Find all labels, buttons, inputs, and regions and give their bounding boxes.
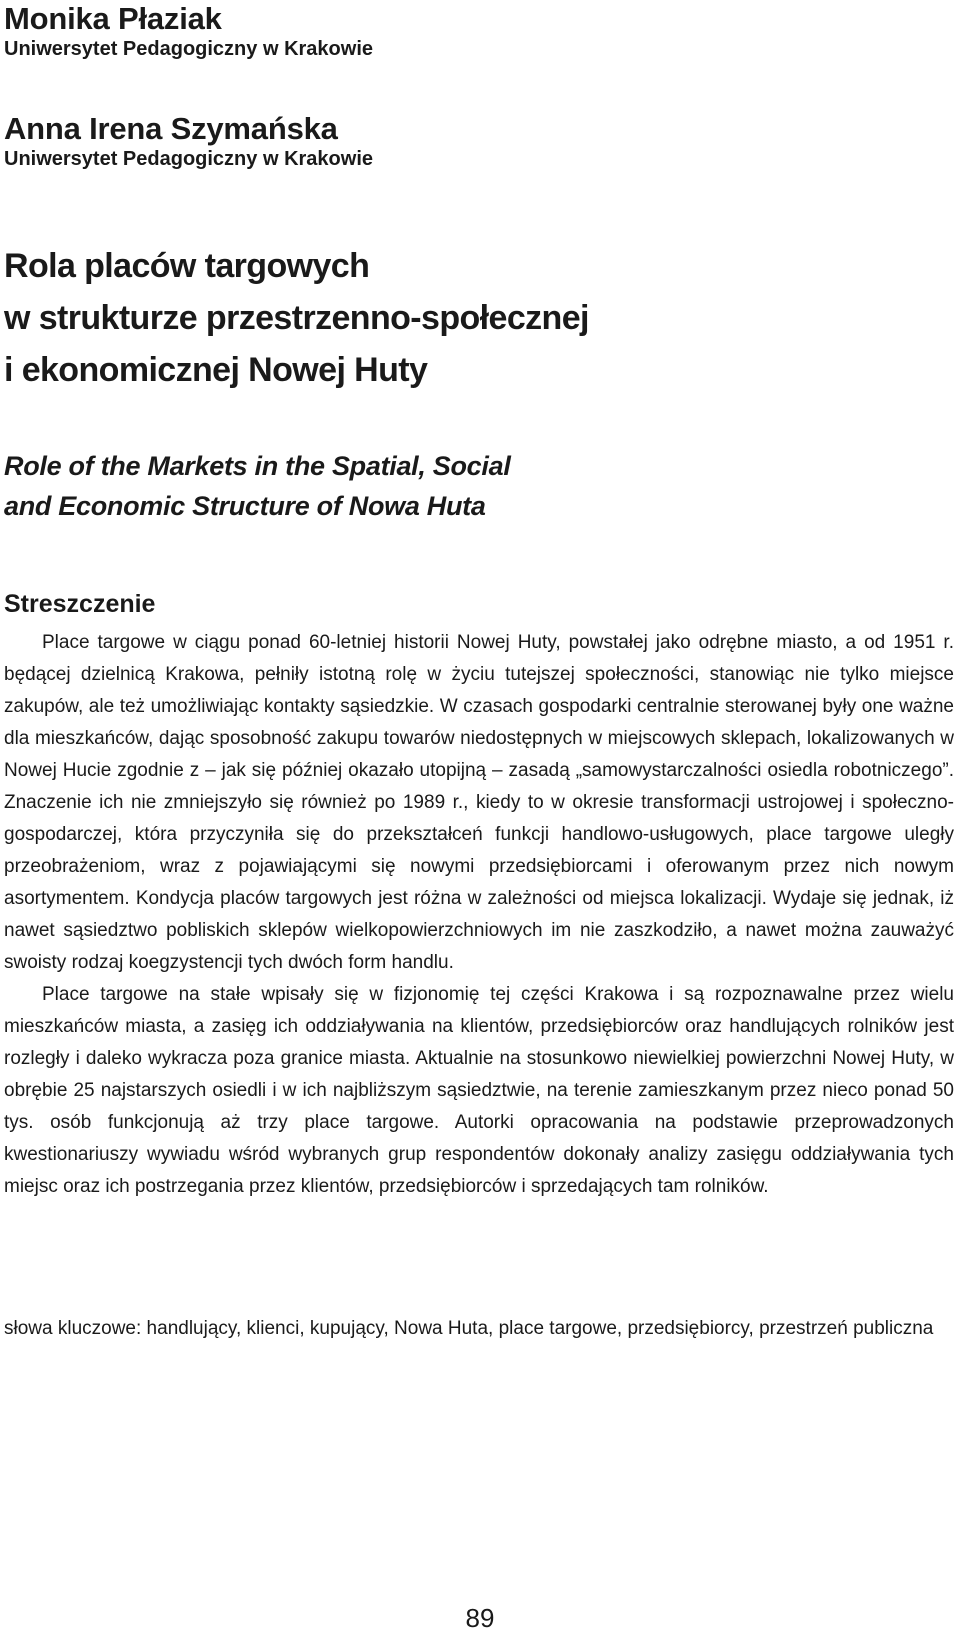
title-line: Role of the Markets in the Spatial, Social: [4, 451, 511, 481]
keywords: słowa kluczowe: handlujący, klienci, kupujący, Nowa Huta, place targowe, przedsiębiorcy, przestrzeń publiczna: [4, 1318, 934, 1339]
article-title-polish: [4, 240, 589, 396]
author-name: Monika Płaziak: [4, 1, 222, 36]
abstract-heading: Streszczenie: [4, 590, 156, 618]
abstract-paragraph: Place targowe w ciągu ponad 60-letniej historii Nowej Huty, powstałej jako odrębne miasto, a od 1951 r. będącej dzielnicą Krakowa, pełniły istotną rolę w życiu tutejszej społeczności, stanowiąc nie tylko miejsce zakupów, ale też umożliwiając kontakty sąsiedzkie. W czasach gospodarki centralnie sterowanej były one ważne dla mieszkańców, dając sposobność zakupu towarów niedostępnych w miejscowych sklepach, lokalizowanych w Nowej Hucie zgodnie z – jak się później okazało utopijną – zasadą „samowystarczalności osiedla robotniczego”. Znaczenie ich nie zmniejszyło się również po 1989 r., kiedy to w okresie transformacji ustrojowej i społeczno-gospodarczej, która przyczyniła się do przekształceń funkcji handlowo-usługowych, place targowe uległy przeobrażeniom, wraz z pojawiającymi się nowymi przedsiębiorcami i oferowanym przez nich nowym asortymentem. Kondycja placów targowych jest różna w zależności od miejsca lokalizacji. Wydaje się jednak, iż nawet sąsiedztwo pobliskich sklepów wielkopowierzchniowych im nie zaszkodziło, a nawet można zauważyć swoisty rodzaj koegzystencji tych dwóch form handlu.: [4, 632, 954, 973]
title-line: w strukturze przestrzenno-społecznej: [4, 299, 589, 337]
author-affiliation: Uniwersytet Pedagogiczny w Krakowie: [4, 38, 373, 60]
author-affiliation: Uniwersytet Pedagogiczny w Krakowie: [4, 148, 373, 170]
author-name: Anna Irena Szymańska: [4, 111, 338, 146]
article-title-english: [4, 446, 511, 526]
title-line: and Economic Structure of Nowa Huta: [4, 491, 486, 521]
abstract-paragraph: Place targowe na stałe wpisały się w fizjonomię tej części Krakowa i są rozpoznawalne przez wielu mieszkańców miasta, a zasięg ich oddziaływania na klientów, przedsiębiorców oraz handlujących rolników jest rozległy i daleko wykracza poza granice miasta. Aktualnie na stosunkowo niewielkiej powierzchni Nowej Huty, w obrębie 25 najstarszych osiedli i w ich najbliższym sąsiedztwie, na terenie zamieszkanym przez nieco ponad 50 tys. osób funkcjonują aż trzy place targowe. Autorki opracowania na podstawie przeprowadzonych kwestionariuszy wywiadu wśród wybranych grup respondentów dokonały analizy zasięgu oddziaływania tych miejsc oraz ich postrzegania przez klientów, przedsiębiorców i sprzedających tam rolników.: [4, 984, 954, 1197]
title-line: Rola placów targowych: [4, 247, 370, 285]
title-line: i ekonomicznej Nowej Huty: [4, 351, 428, 389]
page-number: 89: [465, 1603, 495, 1633]
author-block: [4, 1, 373, 61]
abstract-body: [4, 627, 954, 1203]
author-block: [4, 111, 373, 171]
